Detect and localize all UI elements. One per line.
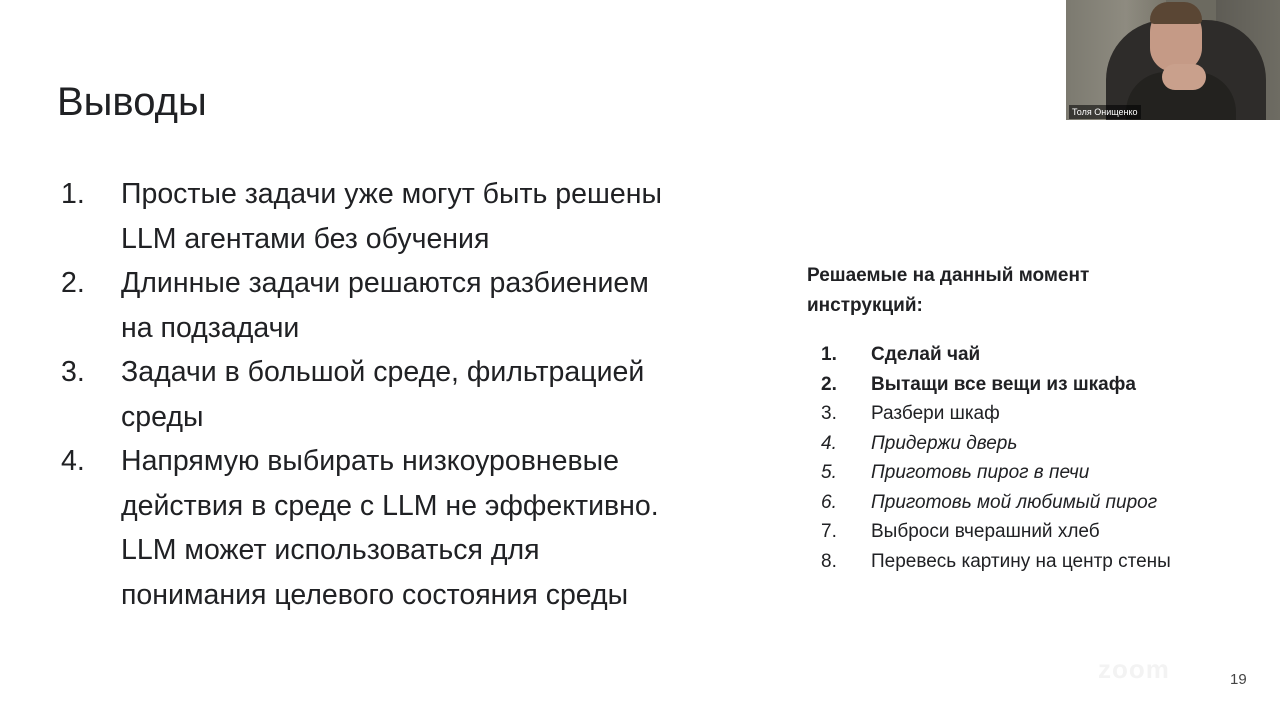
video-person-hands [1162, 64, 1206, 90]
list-item-number: 2. [61, 267, 85, 299]
list-item-line: Простые задачи уже могут быть решены [121, 178, 662, 210]
instructions-list [821, 340, 1241, 576]
slide-title: Выводы [57, 80, 207, 124]
instruction-item [821, 429, 1241, 459]
list-item-line: понимания целевого состояния среды [121, 578, 629, 611]
list-item [61, 439, 751, 617]
list-item-number: 4. [61, 445, 85, 477]
instruction-text: Вытащи все вещи из шкафа [871, 373, 1136, 395]
instruction-number: 7. [821, 521, 837, 542]
instruction-number: 2. [821, 373, 837, 395]
list-item-number: 1. [61, 178, 85, 210]
list-item-line: LLM агентами без обучения [121, 222, 490, 255]
list-item-line: Задачи в большой среде, фильтрацией [121, 356, 645, 388]
zoom-watermark: zoom [1098, 654, 1170, 684]
instruction-text: Разбери шкаф [871, 403, 1000, 424]
list-item-line: Напрямую выбирать низкоуровневые [121, 445, 619, 477]
instruction-item [821, 547, 1241, 577]
instruction-text: Приготовь мой любимый пирог [871, 491, 1158, 513]
instruction-number: 5. [821, 462, 837, 483]
instruction-text: Выброси вчерашний хлеб [871, 521, 1100, 542]
conclusions-list [61, 172, 751, 617]
instruction-item [821, 458, 1241, 488]
instruction-item [821, 517, 1241, 547]
list-item [61, 172, 751, 261]
instruction-text: Приготовь пирог в печи [871, 462, 1090, 483]
instruction-number: 1. [821, 344, 837, 365]
instruction-number: 3. [821, 403, 837, 424]
list-item [61, 261, 751, 350]
participant-name-label: Толя Онищенко [1069, 105, 1141, 119]
list-item-line: действия в среде с LLM не эффективно. [121, 489, 659, 522]
list-item [61, 350, 751, 439]
instruction-text: Перевесь картину на центр стены [871, 550, 1171, 572]
instructions-heading [807, 261, 1167, 320]
instruction-item [821, 399, 1241, 429]
instruction-text: Придержи дверь [871, 432, 1018, 454]
instruction-text: Сделай чай [871, 344, 981, 365]
instruction-item [821, 488, 1241, 518]
instruction-number: 8. [821, 550, 837, 572]
instruction-item [821, 340, 1241, 370]
page-number: 19 [1230, 671, 1247, 688]
list-item-line: Длинные задачи решаются разбиением [121, 267, 649, 299]
instruction-number: 4. [821, 432, 837, 454]
video-person-hair [1150, 2, 1202, 24]
instructions-heading-line: Решаемые на данный момент [807, 265, 1090, 286]
instructions-heading-line: инструкций: [807, 294, 923, 316]
instruction-item [821, 370, 1241, 400]
participant-video-tile[interactable] [1066, 0, 1280, 120]
list-item-number: 3. [61, 356, 85, 388]
list-item-line: LLM может использоваться для [121, 534, 540, 566]
list-item-line: среды [121, 400, 204, 433]
list-item-line: на подзадачи [121, 311, 300, 344]
instruction-number: 6. [821, 491, 837, 513]
